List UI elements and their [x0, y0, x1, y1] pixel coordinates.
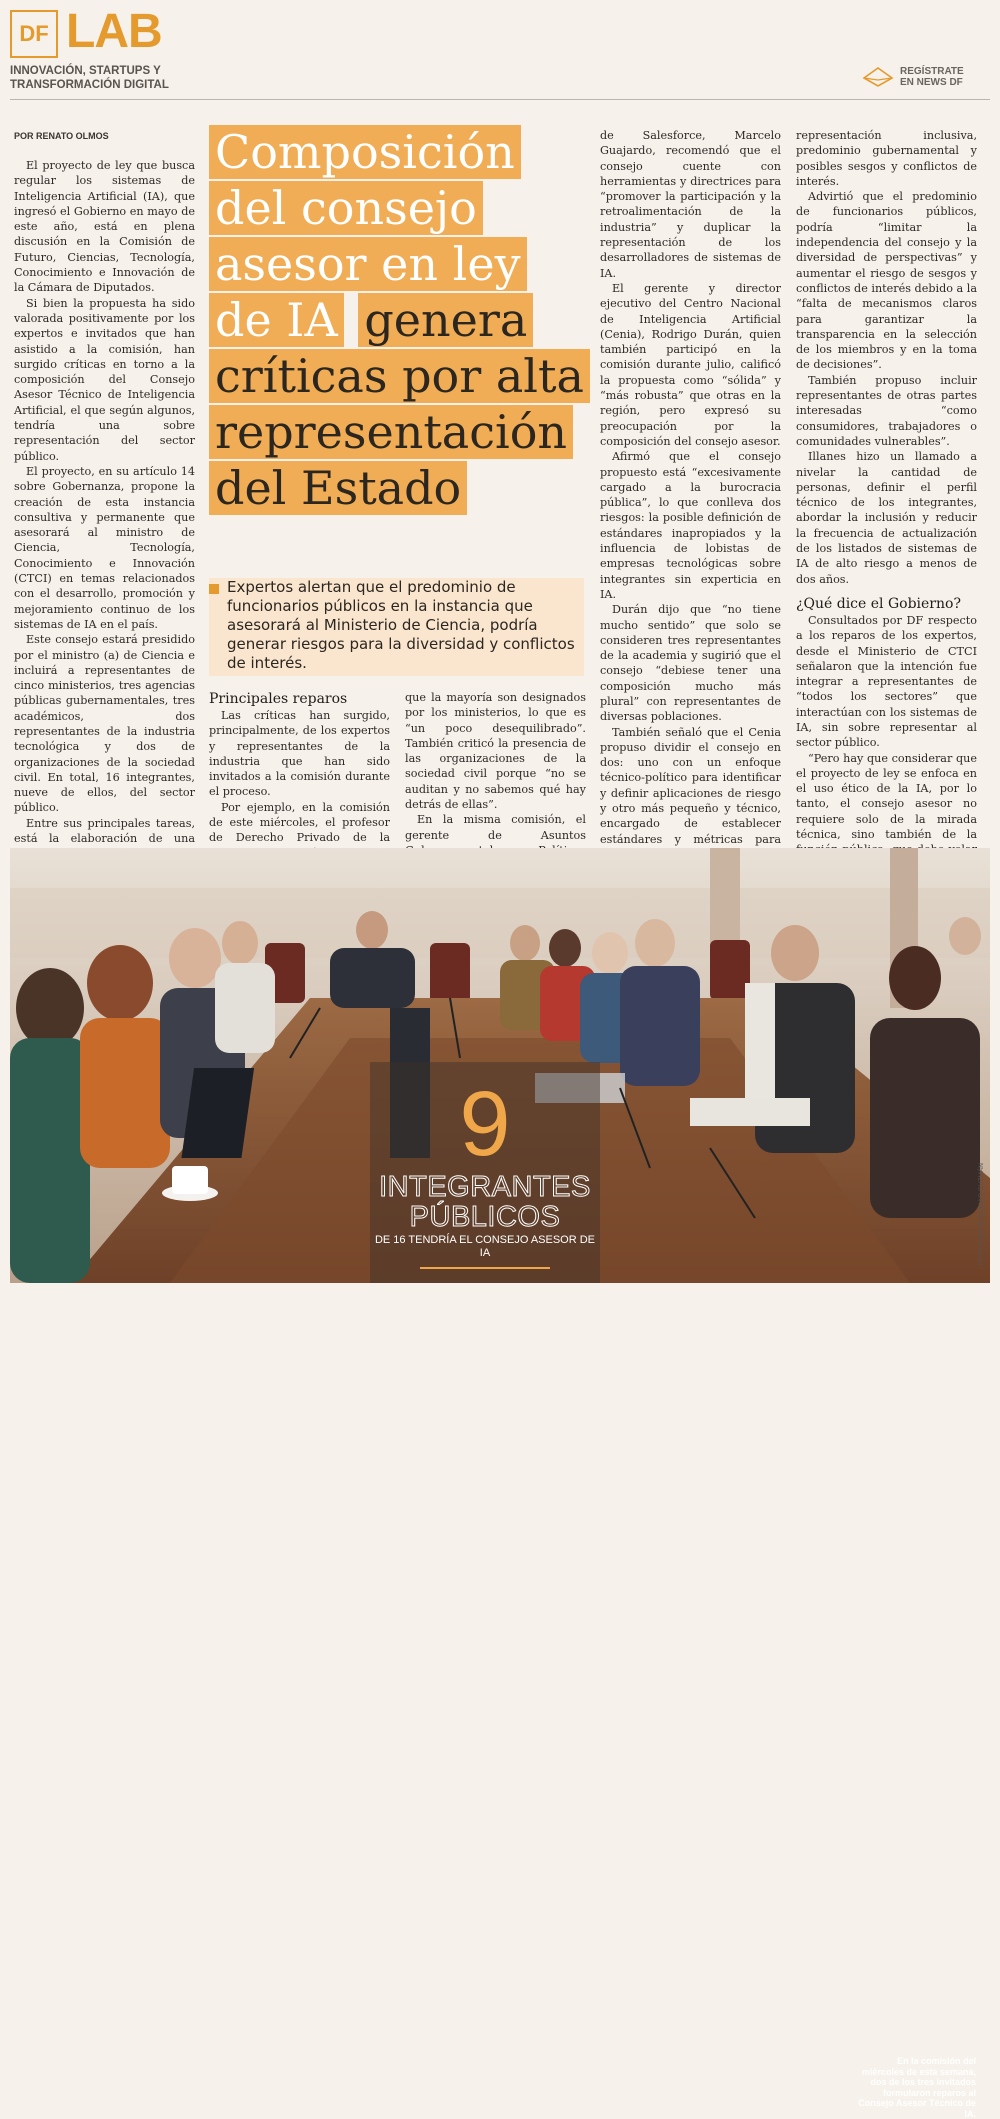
subheading-que-dice-el-gobierno: ¿Qué dice el Gobierno?: [796, 595, 961, 612]
paragraph: Entre sus principales tareas, está la elaboración de una: [14, 816, 195, 846]
paragraph: El proyecto de ley que busca regular los sistemas de Inteligencia Artificial (IA), que ingresó el Gobierno en mayo de este año, está en plena discusión en la Comisión de Futuro, Ciencias, Tecnología, Conocimiento e Innovación de la Cámara de Diputados.: [14, 159, 195, 295]
register-label: REGÍSTRATE EN NEWS DF: [900, 66, 964, 88]
paragraph: “Pero hay que considerar que el proyecto de ley se enfoca en el uso ético de la IA, por lo tanto, el consejo asesor no requiere solo de la mirada técnica, sino también de la: [796, 751, 977, 842]
paragraph: Advirtió que el predominio de funcionarios públicos, podría “limitar la independencia del consejo y la diversidad de perspectivas” y aumentar el riesgo de sesgos y conflictos de interés debido a la “falta de mecanismos claros para garantizar la transparencia en la selección de los miembros y en la toma de decisiones”.: [796, 190, 977, 372]
header-divider: [10, 99, 990, 100]
paragraph: Este consejo estará presidido por el ministro (a) de Ciencia e incluirá a representantes de cinco ministerios, tres agencias públicas gubernamentales, tres académicos, dos representantes de la industria tecnológica y dos de organizaciones de la sociedad civil. En total, 16 integrantes, nueve de ellos, del sector público.: [14, 633, 195, 815]
paragraph: que la mayoría son designados por los ministerios, lo que es “un poco desequilibrado”. También criticó la presencia de las organizaciones de la sociedad civil porque “no se auditan y no sabemos qué hay detrás de ellas”.: [405, 691, 586, 812]
column-3: [405, 690, 586, 874]
register-newsletter-link[interactable]: [862, 66, 980, 88]
stat-overlay: [370, 1062, 600, 1283]
paragraph: También señaló que el Cenia propuso dividir el consejo en dos: uno con un enfoque técnico-político para identificar y definir aplicaciones de riesgo y otro más pequeño y técnico, encargado de establecer estándares y métricas para: [600, 725, 781, 846]
lede-text: Expertos alertan que el predominio de funcionarios públicos en la instancia que asesorará al Ministerio de Ciencia, podría generar riesgos para la diversidad y conflictos de interés.: [227, 578, 575, 672]
stat-underline: [420, 1267, 550, 1269]
paragraph: El gerente y director ejecutivo del Centro Nacional de Inteligencia Artificial (Cenia), Rodrigo Durán, quien también participó en la comisión durante julio, calificó la propuesta como “sólida” y “más robusta” que otras en la región, pero expresó su preocupación por la composición del consejo asesor.: [600, 281, 781, 448]
lab-logo: LAB: [66, 5, 162, 58]
headline-part-2: genera críticas por alta representación del Estado: [209, 293, 590, 515]
lede-box: [209, 578, 584, 676]
lede-bullet-icon: [209, 584, 219, 594]
subheading-principales-reparos: Principales reparos: [209, 691, 348, 707]
envelope-icon: [862, 66, 894, 88]
stat-subtext: DE 16 TENDRÍA EL CONSEJO ASESOR DE IA: [374, 1234, 596, 1259]
paragraph: Las críticas han surgido, principalmente, de los expertos y representantes de la industria que han sido invitados a la comisión durante el proceso.: [209, 709, 390, 799]
paragraph: Por ejemplo, en la comisión de este miércoles, el profesor de Derecho Privado de la: [209, 800, 390, 845]
paragraph: representación inclusiva, predominio gubernamental y posibles sesgos y conflictos de interés.: [796, 129, 977, 188]
stat-label: INTEGRANTES PÚBLICOS: [379, 1171, 591, 1233]
stat-number: 9: [459, 1073, 511, 1175]
paragraph: Durán dijo que “no tiene mucho sentido” que solo se consideren tres representantes de la academia y sugirió que el consejo “debiese tener una composición mucho más plural” con representantes de diversas poblaciones.: [600, 603, 781, 724]
paragraph: En la misma comisión, el gerente de Asuntos: [405, 813, 586, 842]
masthead: [0, 0, 1000, 100]
photo-caption: En la comisión del miércoles de esta semana, dos de los tres invitados formularon reparos al Consejo Asesor Técnico de IA.: [858, 2056, 976, 2119]
article-headline: [209, 124, 589, 516]
paragraph: de Salesforce, Marcelo Guajardo, recomendó que el consejo cuente con herramientas y directrices para “promover la participación y la retroalimentación de la industria” y duplicar la representación de los desarrolladores de sistemas de IA.: [600, 129, 781, 280]
df-logo[interactable]: DF: [10, 10, 58, 58]
paragraph: Si bien la propuesta ha sido valorada positivamente por los expertos e invitados que han asistido a la comisión, han surgido críticas en torno a la composición del Consejo Asesor Técnico de Inteligencia Artificial, el que según algunos, tendría una sobre representación del sector público.: [14, 296, 195, 463]
paragraph: Illanes hizo un llamado a nivelar la cantidad de personas, definir el perfil técnico de los integrantes, abordar la inclusión y reducir la frecuencia de actualización de los listados de sistemas de IA de alto riesgo a menos de dos años.: [796, 450, 977, 586]
paragraph: Afirmó que el consejo propuesto está “excesivamente cargado a la burocracia pública”, lo que conlleva dos riesgos: la posible definición de estándares inapropiados y la influencia de lobistas de empresas tecnológicas sobre integrantes sin experticia en IA.: [600, 450, 781, 601]
paragraph: Consultados por DF respecto a los reparos de los expertos, desde el Ministerio de CTCI señalaron que la intención fue integrar a representantes de “todos los sectores” que interactúan con los sistemas de IA, sin sobre representar al sector público.: [796, 613, 977, 750]
column-5: [796, 128, 977, 965]
headline-part-1: Composición del consejo asesor en ley de IA: [209, 125, 527, 347]
section-tagline: INNOVACIÓN, STARTUPS Y TRANSFORMACIÓN DIGITAL: [10, 65, 169, 91]
paragraph: El proyecto, en su artículo 14 sobre Gobernanza, propone la creación de esta instancia consultiva y permanente que asesorará al ministro de Ciencia, Tecnología, Conocimiento e Innovación (CTCI) en temas relacionados con el desarrollo, promoción y mejoramiento continuo de los sistemas de IA en el país.: [14, 464, 195, 631]
byline: POR RENATO OLMOS: [14, 131, 109, 141]
photo-credit: FOTO EVELYN HUINAO GUZMÁN: [978, 1163, 985, 1265]
paragraph: También propuso incluir representantes de otras partes interesadas “como consumidores, trabajadores o comunidades vulnerables”.: [796, 373, 977, 448]
